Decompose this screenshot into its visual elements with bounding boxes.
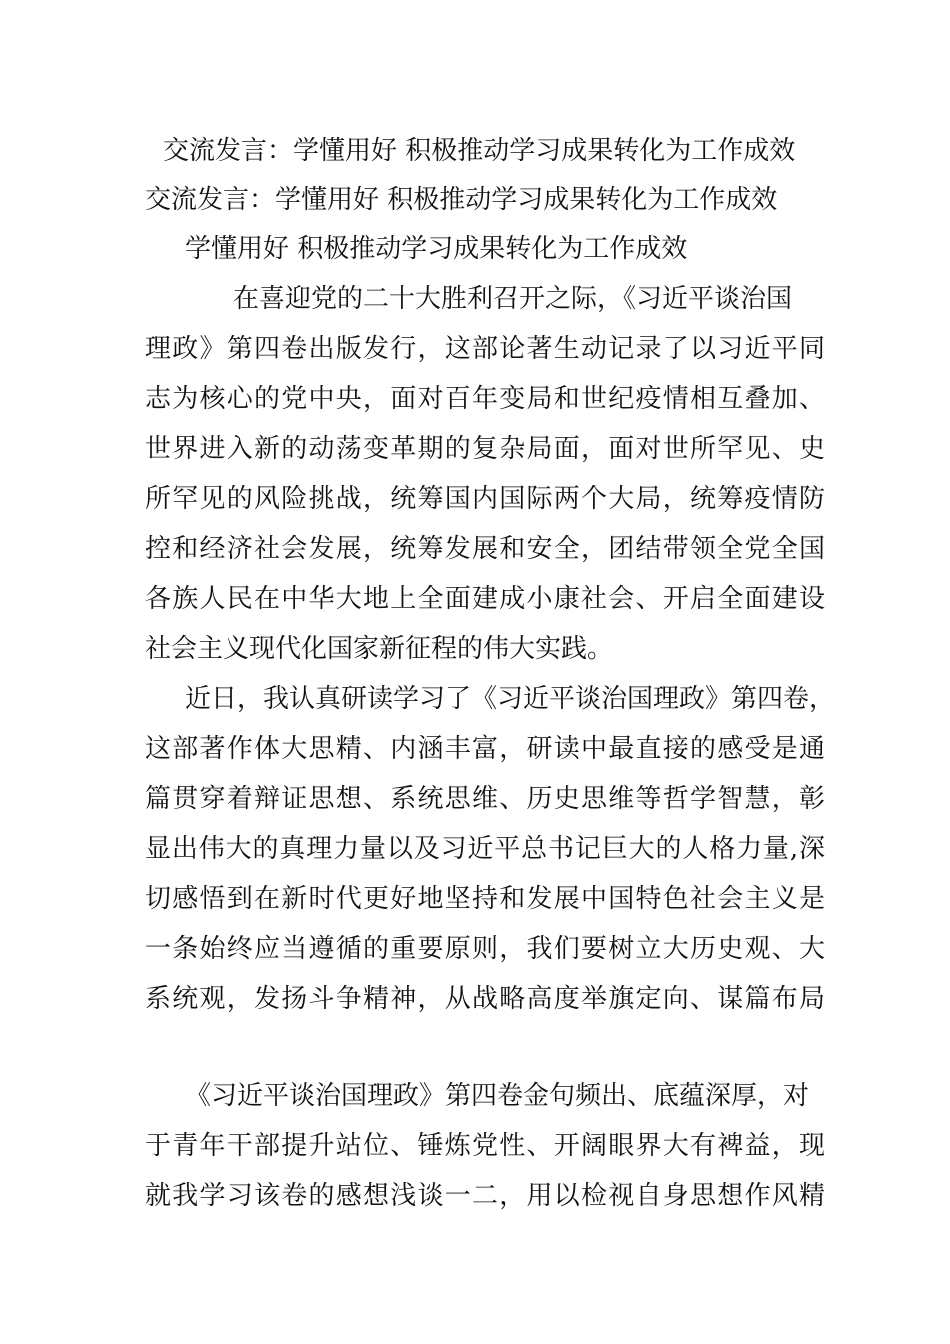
paragraph-1-line-3: 志为核心的党中央，面对百年变局和世纪疫情相互叠加、 — [145, 384, 825, 414]
paragraph-1-line-5: 所罕见的风险挑战，统筹国内国际两个大局，统筹疫情防 — [145, 484, 825, 514]
paragraph-1-line-7: 各族人民在中华大地上全面建成小康社会、开启全面建设 — [145, 584, 825, 614]
paragraph-2-line-2: 这部著作体大思精、内涵丰富，研读中最直接的感受是通 — [145, 734, 825, 764]
paragraph-3-line-3: 就我学习该卷的感想浅谈一二，用以检视自身思想作风精 — [145, 1181, 825, 1211]
paragraph-1-line-2: 理政》第四卷出版发行，这部论著生动记录了以习近平同 — [145, 334, 825, 364]
paragraph-2-line-5: 切感悟到在新时代更好地坚持和发展中国特色社会主义是 — [145, 884, 825, 914]
title-line-2: 交流发言：学懂用好 积极推动学习成果转化为工作成效 — [145, 185, 778, 215]
paragraph-1-line-8: 社会主义现代化国家新征程的伟大实践。 — [145, 634, 614, 664]
paragraph-2-line-4: 显出伟大的真理力量以及习近平总书记巨大的人格力量,深 — [145, 834, 825, 864]
paragraph-2-line-1: 近日，我认真研读学习了《习近平谈治国理政》第四卷， — [185, 684, 836, 714]
paragraph-2-line-6: 一条始终应当遵循的重要原则，我们要树立大历史观、大 — [145, 934, 825, 964]
paragraph-3-line-2: 于青年干部提升站位、锤炼党性、开阔眼界大有裨益，现 — [145, 1131, 825, 1161]
paragraph-2-line-7: 系统观，发扬斗争精神，从战略高度举旗定向、谋篇布局 — [145, 984, 825, 1014]
paragraph-1-line-4: 世界进入新的动荡变革期的复杂局面，面对世所罕见、史 — [145, 434, 825, 464]
paragraph-1-line-6: 控和经济社会发展，统筹发展和安全，团结带领全党全国 — [145, 534, 825, 564]
subtitle-line: 学懂用好 积极推动学习成果转化为工作成效 — [185, 234, 688, 264]
paragraph-3-line-1: 《习近平谈治国理政》第四卷金句频出、底蕴深厚，对 — [185, 1081, 810, 1111]
paragraph-1-line-1: 在喜迎党的二十大胜利召开之际，《习近平谈治国 — [233, 284, 793, 314]
title-line-1: 交流发言：学懂用好 积极推动学习成果转化为工作成效 — [163, 136, 796, 166]
paragraph-2-line-3: 篇贯穿着辩证思想、系统思维、历史思维等哲学智慧，彰 — [145, 784, 825, 814]
